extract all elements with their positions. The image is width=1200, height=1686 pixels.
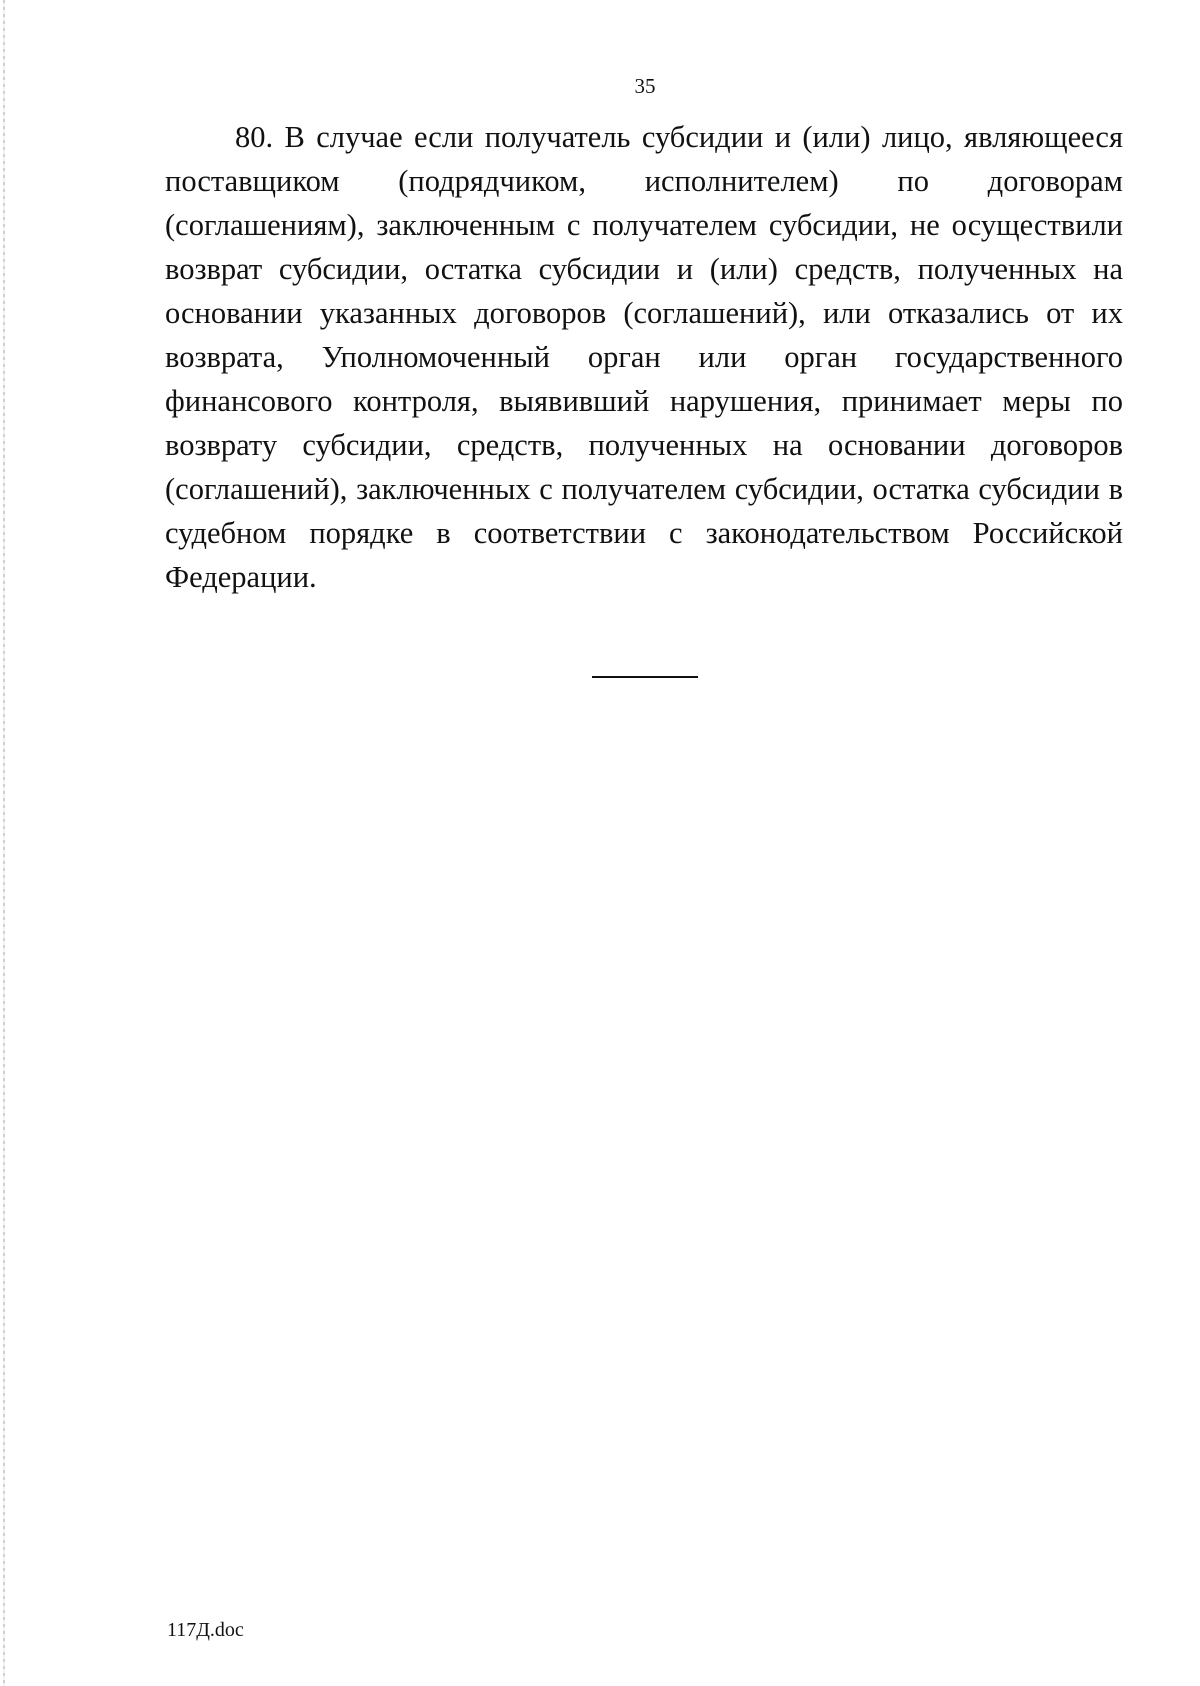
paragraph-80: 80. В случае если получатель субсидии и (или) лицо, являющееся поставщиком (подрядчиком, исполнителем) по договорам (соглашениям), заключенным с получателем субсидии, не осуществили возврат субсидии, остатка субсидии и (или) средств, полученных на основании указанных договоров (соглашений), или отказались от их возврата, Уполномоченный орган или орган государственного финансового контроля, выявивший нарушения, принимает меры по возврату субсидии, средств, полученных на основании договоров (соглашений), заключенных с получателем субсидии, остатка субсидии в судебном порядке в соответствии с законодательством Российской Федерации. (165, 120, 1123, 594)
scan-edge-artifact (3, 0, 5, 1686)
footer-filename: 117Д.doc (167, 1619, 244, 1641)
end-of-text-rule (592, 676, 698, 678)
page-number: 35 (634, 74, 656, 98)
